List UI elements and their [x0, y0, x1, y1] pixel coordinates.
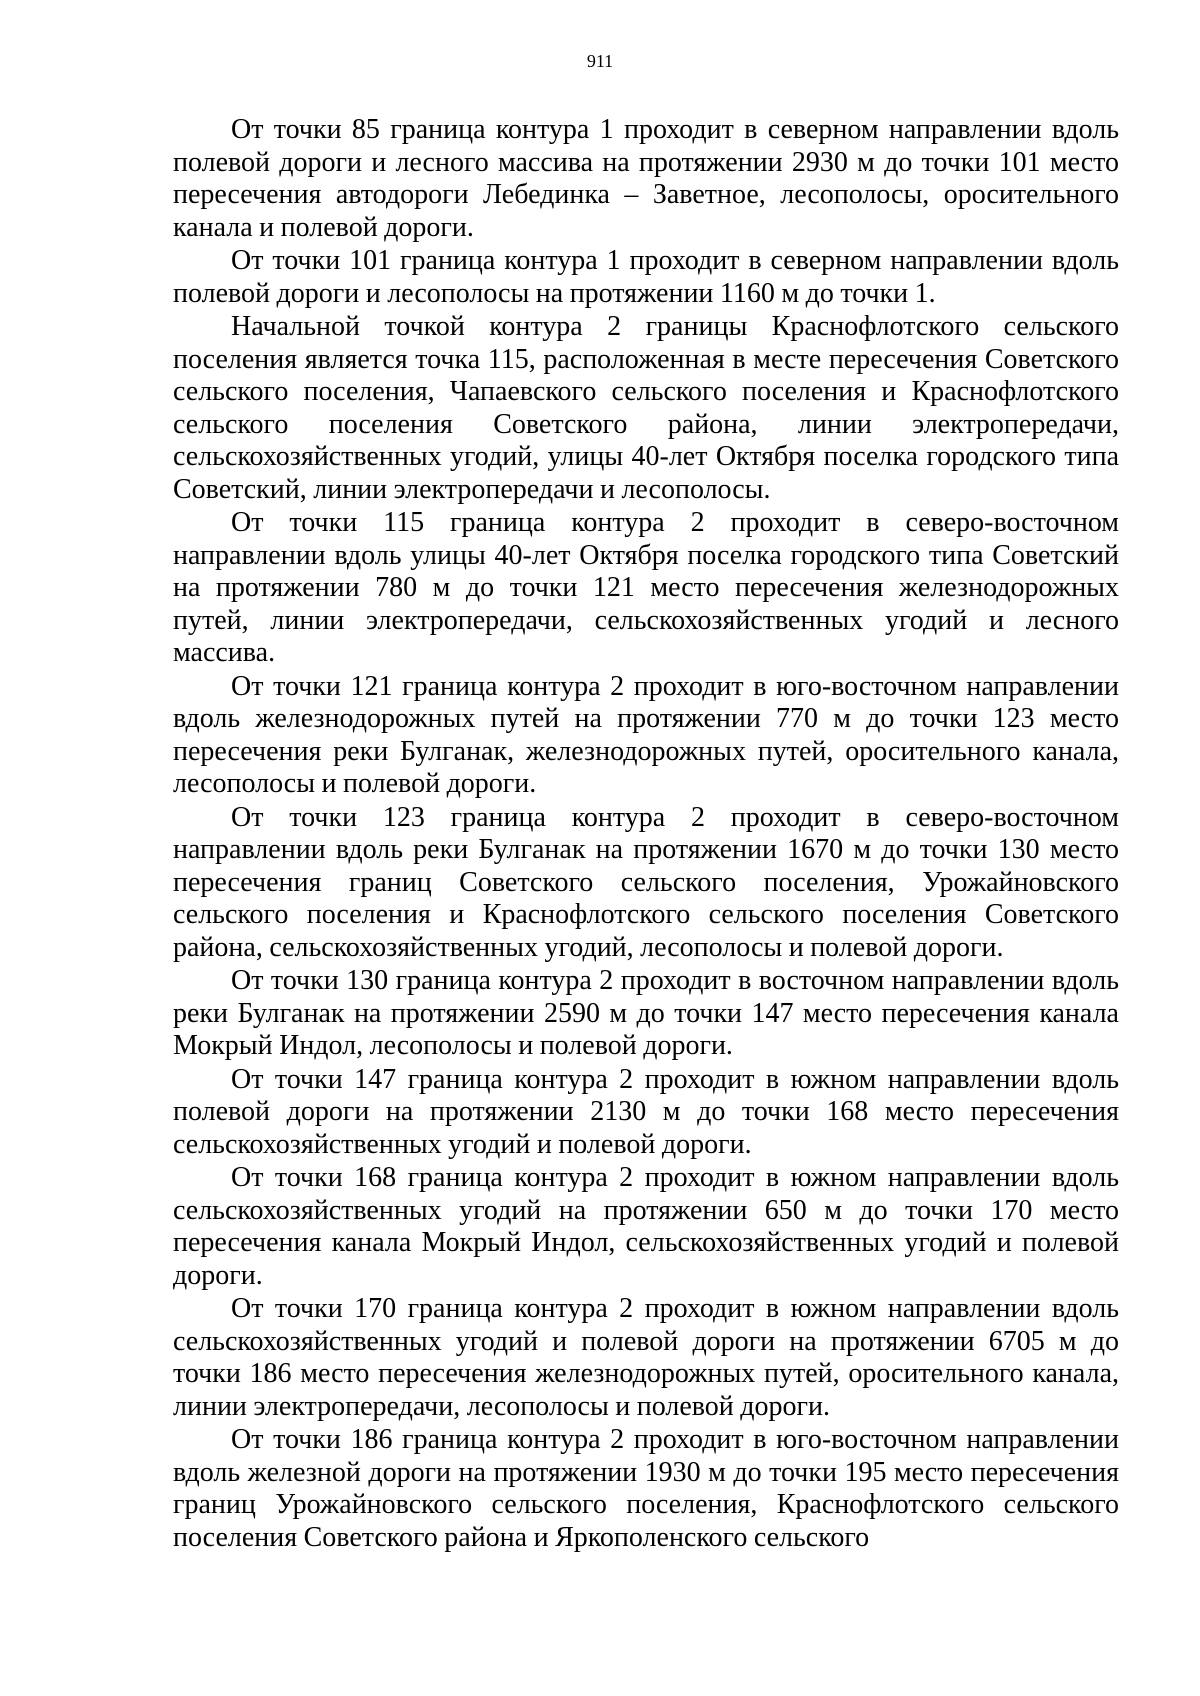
page-number: 911	[586, 51, 614, 71]
paragraph-point-168: От точки 168 граница контура 2 проходит в южном направлении вдоль сельскохозяйственных угодий на протяжении 650 м до точки 170 место пересечения канала Мокрый Индол, сельскохозяйственных угодий и полевой дороги.	[173, 1162, 1119, 1291]
paragraph-point-186: От точки 186 граница контура 2 проходит в юго-восточном направлении вдоль железной дороги на протяжении 1930 м до точки 195 место пересечения границ Урожайновского сельского поселения, Краснофлотского сельского поселения Советского района и Яркополенского сельского	[173, 1424, 1119, 1553]
document-body	[173, 114, 1119, 1555]
paragraph-point-130: От точки 130 граница контура 2 проходит в восточном направлении вдоль реки Булганак на протяжении 2590 м до точки 147 место пересечения канала Мокрый Индол, лесополосы и полевой дороги.	[173, 965, 1119, 1061]
paragraph-point-123: От точки 123 граница контура 2 проходит в северо-восточном направлении вдоль реки Булганак на протяжении 1670 м до точки 130 место пересечения границ Советского сельского поселения, Урожайновского сельского поселения и Краснофлотского сельского поселения Советского района, сельскохозяйственных угодий, лесополосы и полевой дороги.	[173, 801, 1119, 963]
paragraph-contour-2-start: Начальной точкой контура 2 границы Краснофлотского сельского поселения является точка 115, расположенная в месте пересечения Советского сельского поселения, Чапаевского сельского поселения и Краснофлотского сельского поселения Советского района, линии электропередачи, сельскохозяйственных угодий, улицы 40-лет Октября поселка городского типа Советский, линии электропередачи и лесополосы.	[173, 311, 1119, 505]
paragraph-point-101: От точки 101 граница контура 1 проходит в северном направлении вдоль полевой дороги и лесополосы на протяжении 1160 м до точки 1.	[173, 245, 1119, 309]
paragraph-point-147: От точки 147 граница контура 2 проходит в южном направлении вдоль полевой дороги на протяжении 2130 м до точки 168 место пересечения сельскохозяйственных угодий и полевой дороги.	[173, 1063, 1119, 1160]
paragraph-point-85: От точки 85 граница контура 1 проходит в северном направлении вдоль полевой дороги и лесного массива на протяжении 2930 м до точки 101 место пересечения автодороги Лебединка – Заветное, лесополосы, оросительного канала и полевой дороги.	[173, 114, 1119, 243]
paragraph-point-115: От точки 115 граница контура 2 проходит в северо-восточном направлении вдоль улицы 40-лет Октября поселка городского типа Советский на протяжении 780 м до точки 121 место пересечения железнодорожных путей, линии электропередачи, сельскохозяйственных угодий и лесного массива.	[173, 507, 1119, 668]
paragraph-point-170: От точки 170 граница контура 2 проходит в южном направлении вдоль сельскохозяйственных угодий и полевой дороги на протяжении 6705 м до точки 186 место пересечения железнодорожных путей, оросительного канала, линии электропередачи, лесополосы и полевой дороги.	[173, 1293, 1119, 1422]
paragraph-point-121: От точки 121 граница контура 2 проходит в юго-восточном направлении вдоль железнодорожных путей на протяжении 770 м до точки 123 место пересечения реки Булганак, железнодорожных путей, оросительного канала, лесополосы и полевой дороги.	[173, 670, 1119, 799]
